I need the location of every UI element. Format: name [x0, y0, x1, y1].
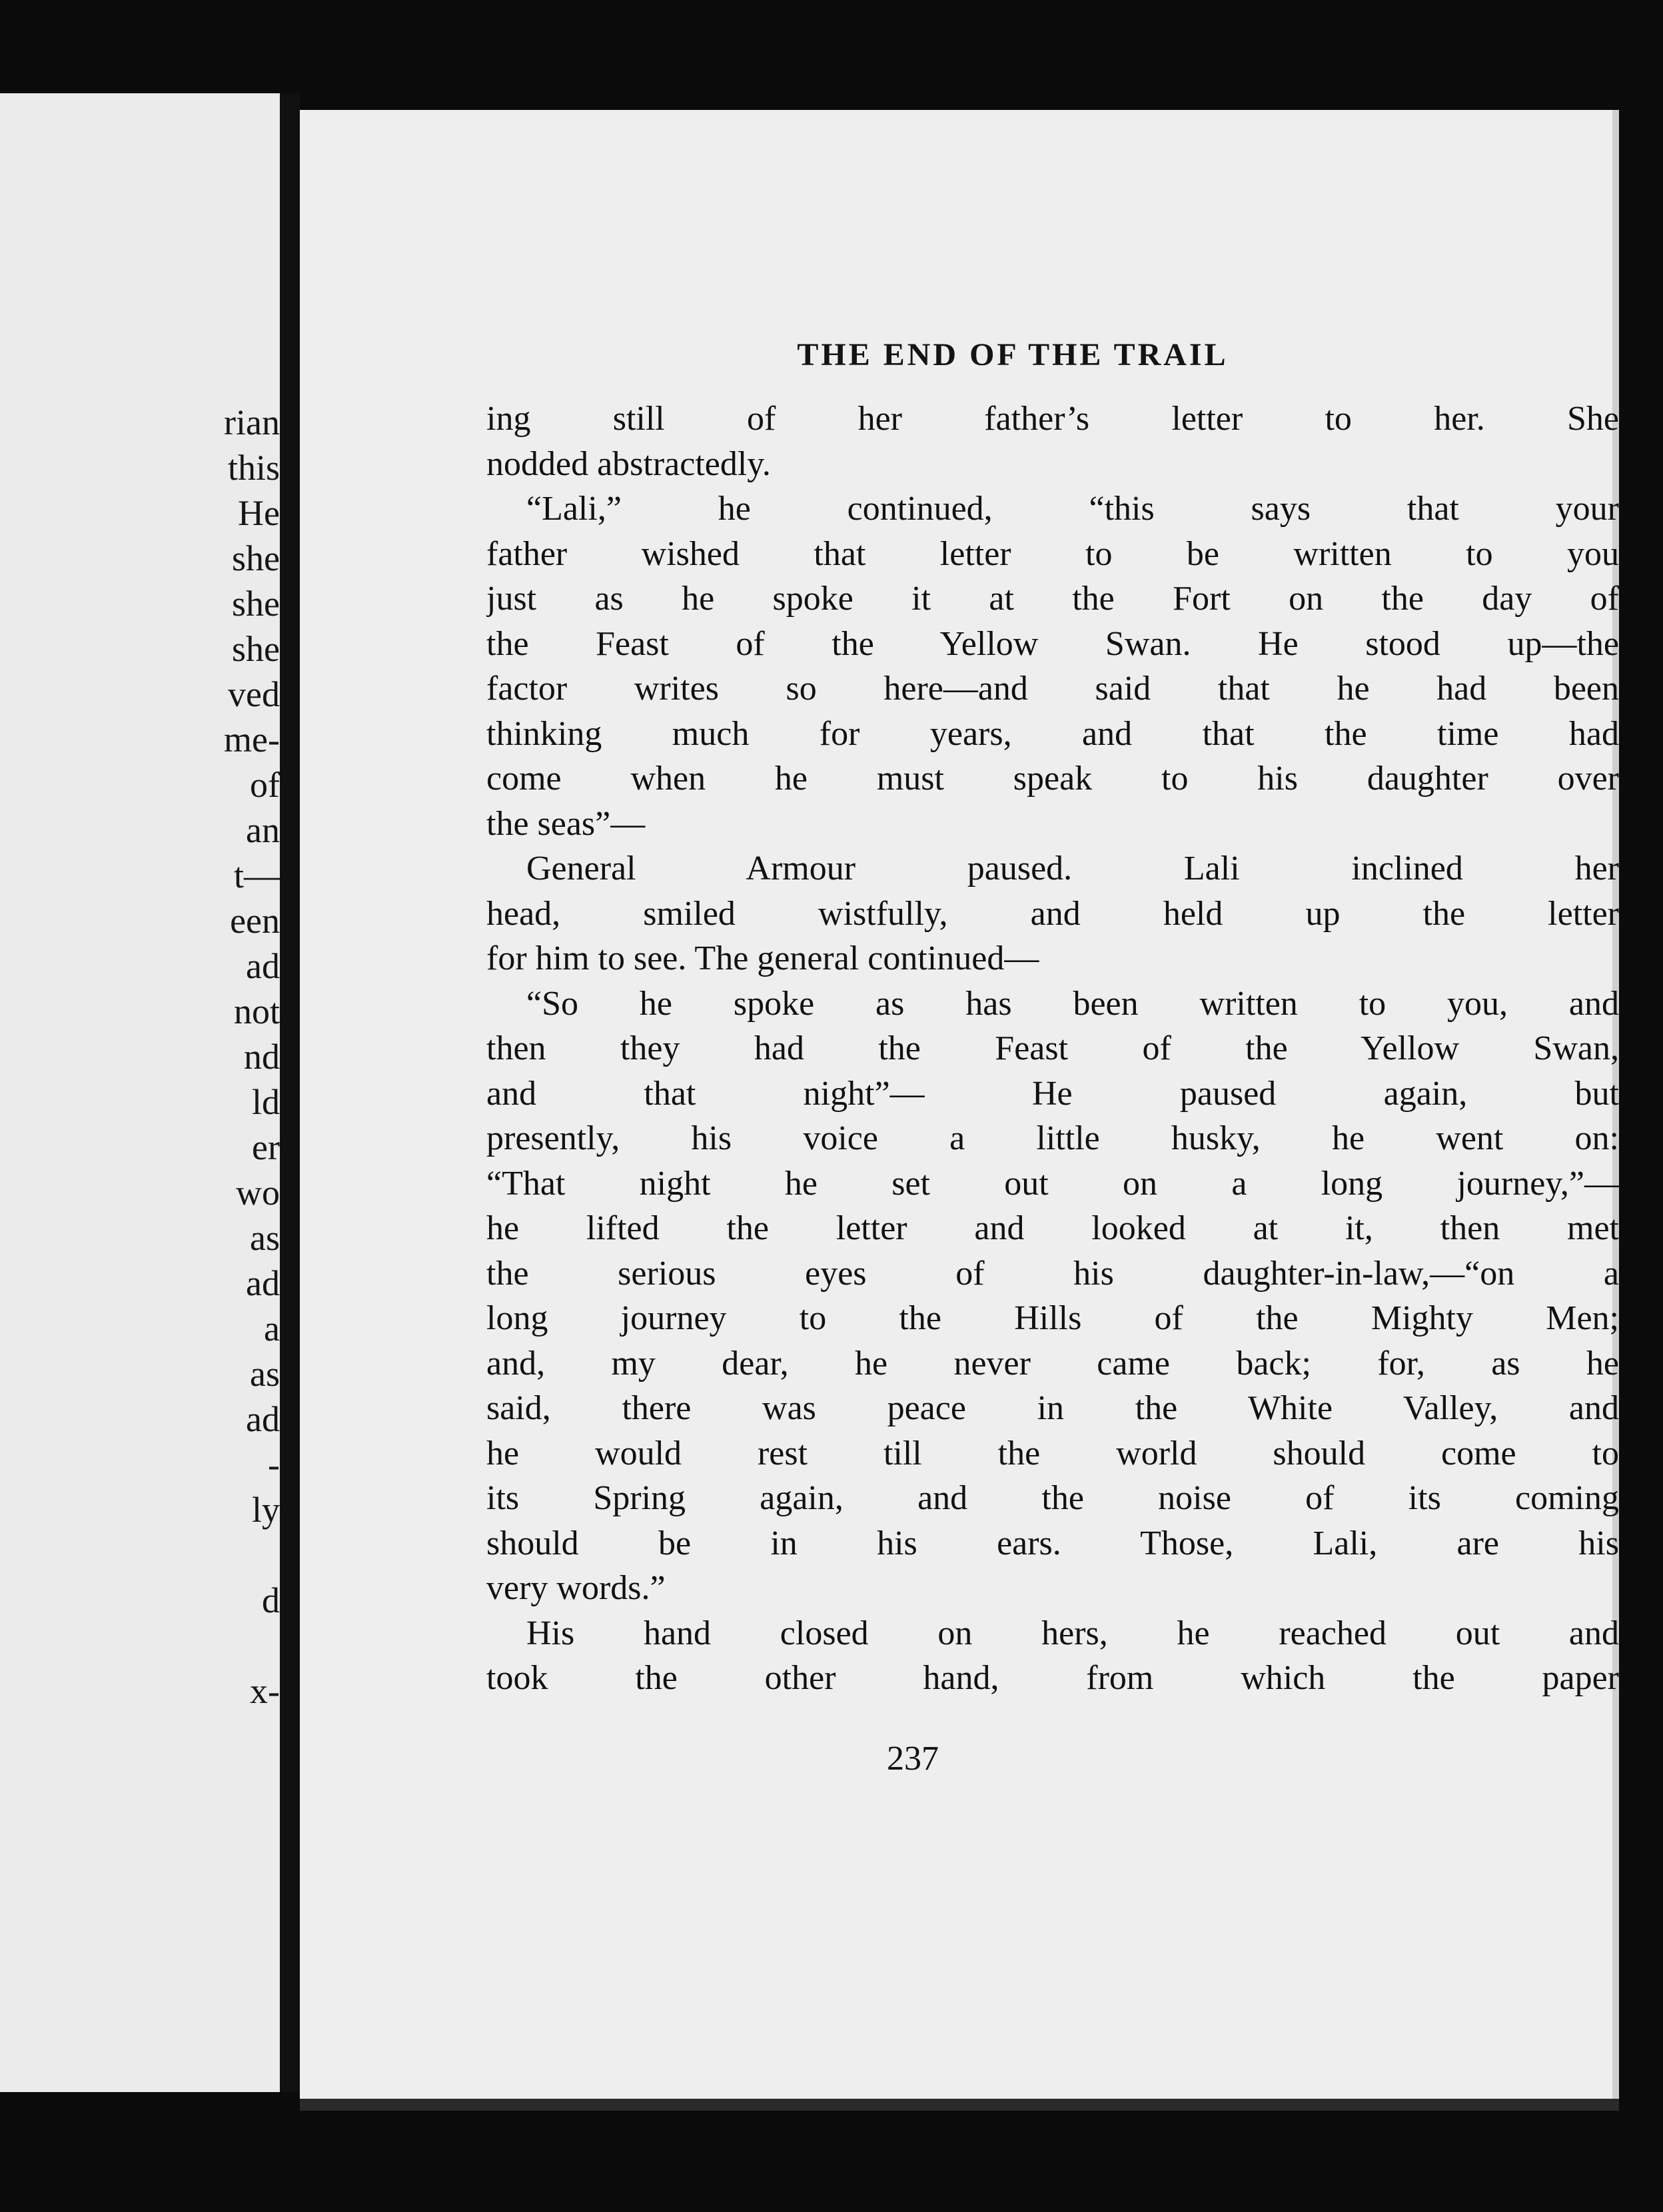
text-line: long journey to the Hills of the Mighty Men;: [486, 1299, 1619, 1337]
left-page-fragment: rian: [224, 402, 280, 442]
text-line: took the other hand, from which the paper: [486, 1659, 1619, 1697]
left-page-fragment: ly: [251, 1490, 280, 1530]
right-page: [300, 110, 1619, 2099]
text-line: head, smiled wistfully, and held up the letter: [486, 894, 1619, 933]
left-page-fragment: she: [232, 538, 280, 578]
text-line: His hand closed on hers, he reached out and: [526, 1614, 1619, 1652]
left-page-fragment: nd: [244, 1037, 280, 1077]
left-page-fragment: of: [250, 765, 280, 805]
left-page-fragment: me-: [224, 720, 280, 760]
left-page-fragment: as: [250, 1354, 280, 1394]
text-line: very words.”: [486, 1569, 666, 1607]
body-text: [486, 396, 1619, 1701]
left-page-fragment: er: [252, 1127, 280, 1167]
running-head: THE END OF THE TRAIL: [797, 337, 1229, 372]
left-page-fragment: een: [230, 901, 280, 941]
text-line: “Lali,” he continued, “this says that your: [526, 490, 1619, 528]
page-bottom-edge: [300, 2099, 1619, 2111]
text-line: nodded abstractedly.: [486, 444, 771, 483]
left-page-fragment: ved: [228, 674, 280, 714]
text-line: General Armour paused. Lali inclined her: [526, 849, 1619, 887]
left-page-fragment: she: [232, 629, 280, 669]
text-line: for him to see. The general continued—: [486, 939, 1039, 977]
left-page-fragment: d: [262, 1580, 280, 1620]
text-line: come when he must speak to his daughter over: [486, 760, 1619, 798]
left-page-fragment: t—: [233, 855, 280, 895]
left-page-fragment: an: [246, 810, 280, 850]
text-line: and, my dear, he never came back; for, as he: [486, 1344, 1619, 1382]
text-line: thinking much for years, and that the time had: [486, 714, 1619, 753]
text-line: factor writes so here—and said that he had been: [486, 670, 1619, 708]
text-line: the serious eyes of his daughter-in-law,—“on a: [486, 1254, 1619, 1293]
left-page-fragment: this: [227, 448, 280, 488]
text-line: father wished that letter to be written to you: [486, 534, 1619, 573]
text-line: just as he spoke it at the Fort on the day of: [486, 580, 1619, 618]
left-page-text-fragments: [200, 400, 280, 1714]
left-page-fragment: ad: [246, 1263, 280, 1303]
book-gutter: [280, 93, 300, 2092]
left-page-fragment: He: [238, 493, 280, 533]
left-page-fragment: [200, 1623, 280, 1668]
text-line: “So he spoke as has been written to you, and: [526, 984, 1619, 1023]
text-line: and that night”— He paused again, but: [486, 1074, 1619, 1113]
text-line: its Spring again, and the noise of its coming: [486, 1479, 1619, 1517]
text-line: should be in his ears. Those, Lali, are his: [486, 1524, 1619, 1562]
left-page: [0, 93, 280, 2092]
left-page-fragment: x-: [250, 1671, 280, 1711]
left-page-fragment: as: [250, 1218, 280, 1258]
text-line: presently, his voice a little husky, he went on:: [486, 1119, 1619, 1157]
left-page-fragment: ad: [246, 946, 280, 986]
text-line: said, there was peace in the White Valley, and: [486, 1389, 1619, 1427]
text-line: ing still of her father’s letter to her. She: [486, 400, 1619, 438]
page-number: 237: [887, 1740, 939, 1778]
left-page-fragment: [200, 1532, 280, 1578]
left-page-fragment: not: [233, 991, 280, 1031]
left-page-fragment: ad: [246, 1399, 280, 1439]
text-line: he lifted the letter and looked at it, then met: [486, 1209, 1619, 1247]
left-page-fragment: ld: [251, 1082, 280, 1122]
text-line: “That night he set out on a long journey,”—: [486, 1164, 1619, 1203]
left-page-fragment: a: [264, 1309, 280, 1349]
text-line: the seas”—: [486, 804, 646, 843]
left-page-fragment: she: [232, 584, 280, 624]
left-page-fragment: -: [268, 1444, 280, 1484]
left-page-fragment: wo: [236, 1173, 280, 1213]
text-line: he would rest till the world should come to: [486, 1434, 1619, 1472]
text-line: the Feast of the Yellow Swan. He stood up—the: [486, 624, 1619, 663]
text-line: then they had the Feast of the Yellow Swan,: [486, 1029, 1619, 1067]
